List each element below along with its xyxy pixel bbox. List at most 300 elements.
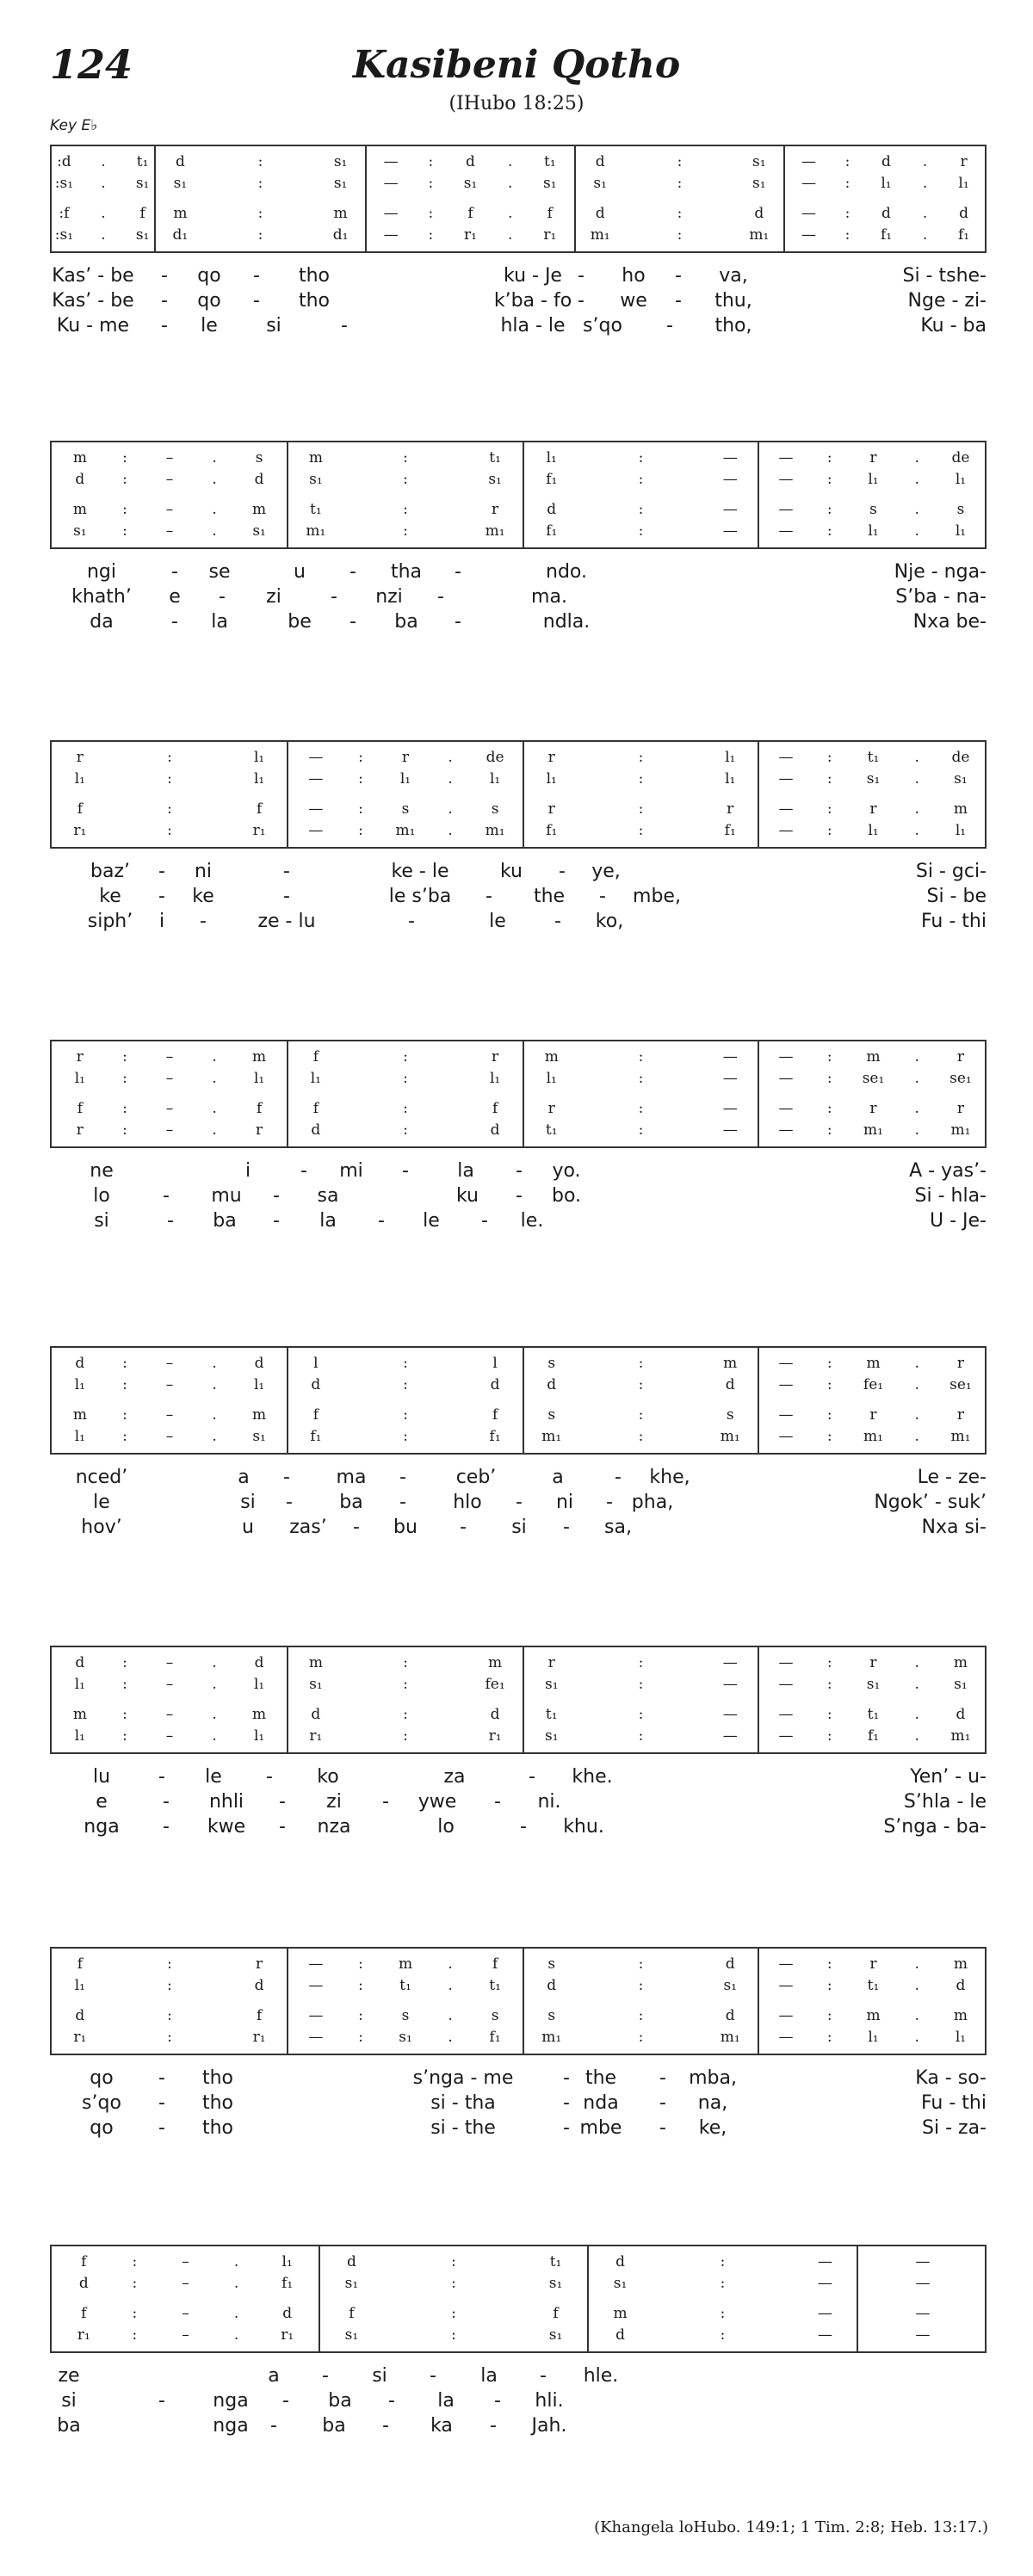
solfa-note: : <box>826 749 832 766</box>
solfa-note: d <box>311 1706 321 1723</box>
solfa-note: — <box>722 1706 738 1723</box>
solfa-note: m <box>252 501 267 518</box>
lyric-syllable: si <box>511 1517 527 1538</box>
solfa-note: r <box>401 749 410 766</box>
solfa-note: :d <box>57 153 71 170</box>
lyric-syllable: ba <box>339 1492 363 1513</box>
solfa-note: l₁ <box>546 1070 557 1087</box>
solfa-note: — <box>778 1376 794 1393</box>
solfa-note: l₁ <box>253 1376 265 1393</box>
solfa-note: m₁ <box>541 2029 562 2046</box>
solfa-note: . <box>914 2007 919 2024</box>
solfa-note: l₁ <box>74 770 85 788</box>
solfa-note: – <box>165 1121 174 1139</box>
solfa-note: : <box>451 2326 456 2344</box>
solfa-note: r <box>727 800 734 818</box>
solfa-note: : <box>826 1654 832 1671</box>
solfa-note: l₁ <box>74 1977 85 1994</box>
solfa-note: d <box>75 1355 85 1372</box>
solfa-note: f <box>139 205 145 222</box>
solfa-note: f <box>312 1406 319 1424</box>
solfa-note: : <box>122 522 127 540</box>
solfa-note: l₁ <box>868 822 879 839</box>
lyric-syllable: bu <box>393 1517 418 1538</box>
lyric-syllable: ku <box>499 861 523 882</box>
solfa-note: s <box>726 1406 734 1424</box>
lyric-syllable: ke <box>99 886 121 907</box>
solfa-note: . <box>448 749 453 766</box>
lyric-syllable: - <box>675 265 682 287</box>
solfa-note: : <box>677 175 683 192</box>
lyric-syllable: - <box>516 1185 523 1207</box>
solfa-note: : <box>257 175 263 192</box>
lyric-syllable: le <box>489 911 506 932</box>
solfa-note: l₁ <box>489 770 501 788</box>
solfa-note: :s₁ <box>54 226 74 244</box>
solfa-note: : <box>122 1428 127 1445</box>
lyric-syllable: Si - za- <box>922 2117 987 2139</box>
system-7 <box>50 1947 987 2145</box>
solfa-note: — <box>801 205 816 222</box>
solfa-note: f₁ <box>281 2275 294 2292</box>
solfa-note: s₁ <box>613 2275 628 2292</box>
solfa-note: : <box>826 449 832 466</box>
lyric-syllable: ze <box>58 2365 80 2387</box>
solfa-note: : <box>638 1428 644 1445</box>
solfa-note: : <box>638 749 644 766</box>
lyric-syllable: sa <box>317 1185 339 1207</box>
solfa-note: . <box>101 153 106 170</box>
lyric-syllable: S’nga - ba- <box>883 1816 987 1838</box>
solfa-note: : <box>132 2253 138 2270</box>
lyric-syllable: - <box>200 911 207 932</box>
solfa-note: : <box>358 1977 363 1994</box>
lyric-syllable: nga <box>84 1816 120 1838</box>
solfa-note: – <box>165 1048 174 1066</box>
solfa-note: : <box>826 1100 832 1117</box>
solfa-note: — <box>383 205 399 222</box>
lyric-syllable: Si - hla- <box>914 1185 987 1207</box>
lyric-syllable: nza <box>317 1816 351 1838</box>
lyric-syllable: Si - gci- <box>915 861 987 882</box>
solfa-note: m <box>398 1955 413 1973</box>
solfa-note: : <box>358 749 363 766</box>
lyric-syllable: - <box>158 2092 165 2114</box>
solfa-note: — <box>308 2007 324 2024</box>
solfa-note: . <box>914 1977 919 1994</box>
solfa-note: . <box>212 1070 217 1087</box>
solfa-note: d <box>78 2275 89 2292</box>
solfa-note: d <box>346 2253 356 2270</box>
solfa-note: — <box>778 1100 794 1117</box>
lyric-syllable: zas’ <box>289 1517 327 1538</box>
solfa-note: d <box>615 2253 625 2270</box>
lyric-syllable: mu <box>211 1185 242 1207</box>
lyric-syllable: ku <box>455 1185 479 1207</box>
lyric-syllable: the <box>533 886 566 907</box>
solfa-note: m <box>72 1706 87 1723</box>
solfa-note: : <box>403 1676 408 1693</box>
solfa-note: f₁ <box>880 226 893 244</box>
lyric-syllable: ni <box>555 1492 574 1513</box>
lyric-syllable: thu, <box>714 290 752 312</box>
solfa-note: : <box>638 449 644 466</box>
barline <box>758 1348 759 1453</box>
solfa-note: l₁ <box>281 2253 293 2270</box>
lyric-syllable: - <box>606 1492 613 1513</box>
system-3 <box>50 740 987 938</box>
lyric-syllable: mbe <box>579 2117 622 2139</box>
solfa-note: : <box>826 770 832 788</box>
barline <box>783 146 785 251</box>
lyric-syllable: Kas’ - be <box>52 265 134 287</box>
solfa-note: . <box>212 1355 217 1372</box>
solfa-note: — <box>817 2326 832 2344</box>
solfa-note: . <box>914 1654 919 1671</box>
solfa-note: — <box>722 1100 738 1117</box>
barline <box>287 1041 288 1146</box>
lyric-syllable: - <box>675 290 682 312</box>
lyric-syllable: Si - be <box>926 886 987 907</box>
solfa-note: r₁ <box>73 822 87 839</box>
solfa-note: — <box>915 2253 931 2270</box>
solfa-note: m <box>866 2007 881 2024</box>
solfa-note: : <box>358 822 363 839</box>
lyric-syllable: lo <box>93 1185 110 1207</box>
lyric-syllable: le <box>205 1766 222 1788</box>
solfa-note: s <box>491 2007 499 2024</box>
solfa-note: f₁ <box>867 1727 880 1745</box>
solfa-note: s₁ <box>333 175 348 192</box>
lyric-syllable: tha <box>390 561 423 583</box>
solfa-note: . <box>212 501 217 518</box>
lyric-syllable: ma <box>336 1467 367 1488</box>
lyric-syllable: Fu - thi <box>920 2092 987 2114</box>
solfa-note: d <box>881 205 891 222</box>
lyric-syllable: tho <box>298 290 331 312</box>
lyric-syllable: - <box>219 586 226 608</box>
solfa-note: d <box>547 1977 557 1994</box>
solfa-note: : <box>826 1955 832 1973</box>
solfa-note: — <box>801 175 816 192</box>
solfa-note: : <box>638 1706 644 1723</box>
solfa-note: r₁ <box>252 2029 266 2046</box>
solfa-note: : <box>638 1070 644 1087</box>
solfa-note: — <box>308 749 324 766</box>
solfa-note: : <box>122 1654 127 1671</box>
lyrics-block <box>50 561 987 639</box>
solfa-note: r <box>956 1048 965 1066</box>
lyric-syllable: u <box>294 561 306 583</box>
solfa-note: d₁ <box>172 226 189 244</box>
solfa-note: t₁ <box>544 153 556 170</box>
solfa-note: s₁ <box>593 175 607 192</box>
solfa-note: l₁ <box>74 1727 85 1745</box>
solfa-note: — <box>722 501 738 518</box>
solfa-note: d <box>956 1977 966 1994</box>
solfa-note: t₁ <box>489 449 501 466</box>
solfa-note: s₁ <box>309 1676 323 1693</box>
solfa-note: . <box>914 1676 919 1693</box>
lyric-syllable: da <box>90 611 114 633</box>
solfa-note: s₁ <box>723 1977 737 1994</box>
barline <box>287 742 288 847</box>
lyric-syllable: - <box>563 2092 570 2114</box>
lyric-syllable: Ngok’ - suk’ <box>874 1492 987 1513</box>
solfa-note: — <box>383 226 399 244</box>
solfa-note: r₁ <box>543 226 557 244</box>
system-4 <box>50 1040 987 1238</box>
solfa-note: m <box>613 2305 628 2322</box>
solfa-note: m <box>72 501 87 518</box>
solfa-note: : <box>403 1100 408 1117</box>
solfa-note: : <box>132 2275 138 2292</box>
lyric-syllable: khe. <box>572 1766 613 1788</box>
solfa-note: d <box>254 1977 264 1994</box>
solfa-note: . <box>914 1727 919 1745</box>
lyric-syllable: e <box>96 1791 108 1813</box>
solfa-note: m <box>953 1654 968 1671</box>
hymn-title: Kasibeni Qotho <box>352 43 681 87</box>
lyric-syllable: - <box>161 265 168 287</box>
lyric-syllable: si <box>240 1492 256 1513</box>
lyric-syllable: Ku - me <box>56 315 130 337</box>
lyric-syllable: si - the <box>430 2117 496 2139</box>
system-6 <box>50 1646 987 1844</box>
lyric-syllable: ke <box>192 886 214 907</box>
solfa-note: . <box>212 471 217 488</box>
solfa-note: s₁ <box>866 1676 881 1693</box>
solfa-note: . <box>922 153 928 170</box>
barline <box>523 1949 524 2054</box>
solfa-note: : <box>167 2029 172 2046</box>
solfa-note: . <box>922 226 928 244</box>
solfa-note: f <box>81 2305 87 2322</box>
lyric-syllable: - <box>331 586 337 608</box>
solfa-note: : <box>167 1977 172 1994</box>
solfa-note: : <box>638 522 644 540</box>
tonic-solfa-box <box>50 1947 987 2055</box>
solfa-note: . <box>212 1706 217 1723</box>
barline <box>574 146 576 251</box>
lyric-syllable: be <box>288 611 312 633</box>
solfa-note: : <box>638 1727 644 1745</box>
lyric-syllable: - <box>283 886 290 907</box>
lyric-syllable: - <box>382 1791 389 1813</box>
lyric-syllable: - <box>659 2067 666 2089</box>
solfa-note: m₁ <box>485 522 505 540</box>
solfa-note: l₁ <box>74 1376 85 1393</box>
solfa-note: : <box>122 1070 127 1087</box>
solfa-note: : <box>826 1121 832 1139</box>
solfa-note: – <box>165 1676 174 1693</box>
solfa-note: . <box>914 1376 919 1393</box>
lyric-syllable: ka <box>430 2415 453 2437</box>
solfa-note: : <box>451 2305 456 2322</box>
solfa-note: : <box>358 2029 363 2046</box>
solfa-note: . <box>212 449 217 466</box>
solfa-note: se₁ <box>949 1070 972 1087</box>
solfa-note: f <box>467 205 473 222</box>
solfa-note: s <box>547 2007 556 2024</box>
solfa-note: : <box>403 449 408 466</box>
lyric-syllable: ke, <box>698 2117 727 2139</box>
solfa-note: . <box>914 1100 919 1117</box>
lyric-syllable: nced’ <box>75 1467 128 1488</box>
lyric-syllable: - <box>270 2415 277 2437</box>
barline <box>758 1041 759 1146</box>
solfa-note: . <box>101 175 106 192</box>
lyric-syllable: va, <box>719 265 748 287</box>
lyric-syllable: - <box>490 2415 497 2437</box>
lyric-syllable: - <box>494 2390 501 2412</box>
solfa-note: . <box>914 522 919 540</box>
solfa-note: : <box>826 522 832 540</box>
solfa-note: — <box>778 770 794 788</box>
solfa-note: — <box>778 1428 794 1445</box>
solfa-note: : <box>638 1355 644 1372</box>
lyric-syllable: Ku - ba <box>920 315 987 337</box>
solfa-note: : <box>638 1977 644 1994</box>
tonic-solfa-box <box>50 740 987 849</box>
solfa-note: : <box>132 2326 138 2344</box>
solfa-note: :f <box>59 205 70 222</box>
lyric-syllable: S’hla - le <box>903 1791 987 1813</box>
solfa-note: d <box>595 153 605 170</box>
lyric-syllable: le. <box>520 1210 544 1232</box>
solfa-note: : <box>122 1048 127 1066</box>
solfa-note: s₁ <box>135 175 150 192</box>
solfa-note: : <box>428 226 434 244</box>
lyric-syllable: hlo <box>453 1492 482 1513</box>
solfa-note: s₁ <box>333 153 348 170</box>
solfa-note: – <box>165 1100 174 1117</box>
footer-references: (Khangela loHubo. 149:1; 1 Tim. 2:8; Heb. 13:17.) <box>594 2518 988 2536</box>
tonic-solfa-box <box>50 1040 987 1148</box>
solfa-note: s <box>401 2007 410 2024</box>
barline <box>758 1647 759 1752</box>
solfa-note: m <box>252 1406 267 1424</box>
lyric-syllable: nhli <box>208 1791 244 1813</box>
lyric-syllable: la <box>319 1210 337 1232</box>
solfa-note: r₁ <box>488 1727 502 1745</box>
lyric-syllable: - <box>554 911 561 932</box>
scripture-reference: (IHubo 18:25) <box>448 93 585 114</box>
solfa-note: s₁ <box>73 522 87 540</box>
lyric-syllable: - <box>283 1467 290 1488</box>
lyric-syllable: - <box>529 1766 535 1788</box>
solfa-note: s₁ <box>544 1676 559 1693</box>
solfa-note: : <box>403 522 408 540</box>
lyric-syllable: la <box>480 2365 498 2387</box>
solfa-note: : <box>826 1355 832 1372</box>
solfa-note: m <box>333 205 348 222</box>
solfa-note: – <box>165 1070 174 1087</box>
solfa-note: m <box>72 1406 87 1424</box>
lyric-syllable: u <box>242 1517 254 1538</box>
solfa-note: — <box>722 1048 738 1066</box>
barline <box>523 1647 524 1752</box>
solfa-note: : <box>403 1355 408 1372</box>
lyric-syllable: - <box>161 290 168 312</box>
solfa-note: . <box>448 770 453 788</box>
solfa-note: : <box>122 1406 127 1424</box>
solfa-note: l₁ <box>868 522 879 540</box>
solfa-note: — <box>722 1070 738 1087</box>
solfa-note: . <box>448 800 453 818</box>
system-1 <box>50 145 987 343</box>
lyric-syllable: - <box>266 1766 273 1788</box>
lyric-syllable: - <box>520 1816 527 1838</box>
solfa-note: s <box>547 1955 556 1973</box>
solfa-note: t₁ <box>399 1977 411 1994</box>
lyric-syllable: tho <box>201 2067 234 2089</box>
solfa-note: d <box>490 1376 500 1393</box>
solfa-note: r₁ <box>281 2326 294 2344</box>
lyric-syllable: - <box>615 1467 622 1488</box>
lyric-syllable: ba <box>57 2415 81 2437</box>
lyric-syllable: mbe, <box>633 886 681 907</box>
lyric-syllable: - <box>158 2117 165 2139</box>
lyric-syllable: ne <box>90 1160 114 1182</box>
lyric-syllable: - <box>273 1185 280 1207</box>
solfa-note: — <box>778 1727 794 1745</box>
solfa-note: — <box>778 822 794 839</box>
solfa-note: l₁ <box>253 1727 265 1745</box>
solfa-note: : <box>844 175 851 192</box>
solfa-note: . <box>507 226 513 244</box>
solfa-note: : <box>451 2275 456 2292</box>
solfa-note: d <box>75 471 85 488</box>
lyric-syllable: - <box>578 265 585 287</box>
solfa-note: r₁ <box>464 226 477 244</box>
lyric-syllable: - <box>163 1185 170 1207</box>
solfa-note: : <box>720 2326 726 2344</box>
solfa-note: r <box>869 449 877 466</box>
solfa-note: m <box>308 449 323 466</box>
lyric-syllable: tho, <box>714 315 752 337</box>
solfa-note: f <box>547 205 553 222</box>
solfa-note: t₁ <box>867 1977 880 1994</box>
solfa-note: . <box>914 1048 919 1066</box>
system-8 <box>50 2245 987 2443</box>
lyric-syllable: - <box>353 1517 360 1538</box>
solfa-note: — <box>722 1727 738 1745</box>
solfa-note: . <box>914 822 919 839</box>
solfa-note: : <box>638 501 644 518</box>
solfa-note: : <box>826 1376 832 1393</box>
solfa-note: : <box>122 1355 127 1372</box>
solfa-note: . <box>914 800 919 818</box>
solfa-note: : <box>638 1048 644 1066</box>
solfa-note: : <box>167 749 172 766</box>
lyric-syllable: ba <box>322 2415 346 2437</box>
solfa-note: s <box>869 501 877 518</box>
lyric-syllable: - <box>559 861 566 882</box>
solfa-note: d <box>490 1121 500 1139</box>
barline <box>758 742 759 847</box>
solfa-note: — <box>778 1070 794 1087</box>
solfa-note: :s₁ <box>54 175 74 192</box>
hymn-number: 124 <box>50 41 133 88</box>
solfa-note: — <box>915 2326 931 2344</box>
solfa-note: m₁ <box>541 1428 562 1445</box>
solfa-note: — <box>778 522 794 540</box>
lyric-syllable: - <box>402 1160 409 1182</box>
solfa-note: – <box>165 449 174 466</box>
solfa-note: f <box>256 2007 263 2024</box>
lyric-syllable: - <box>279 1791 286 1813</box>
